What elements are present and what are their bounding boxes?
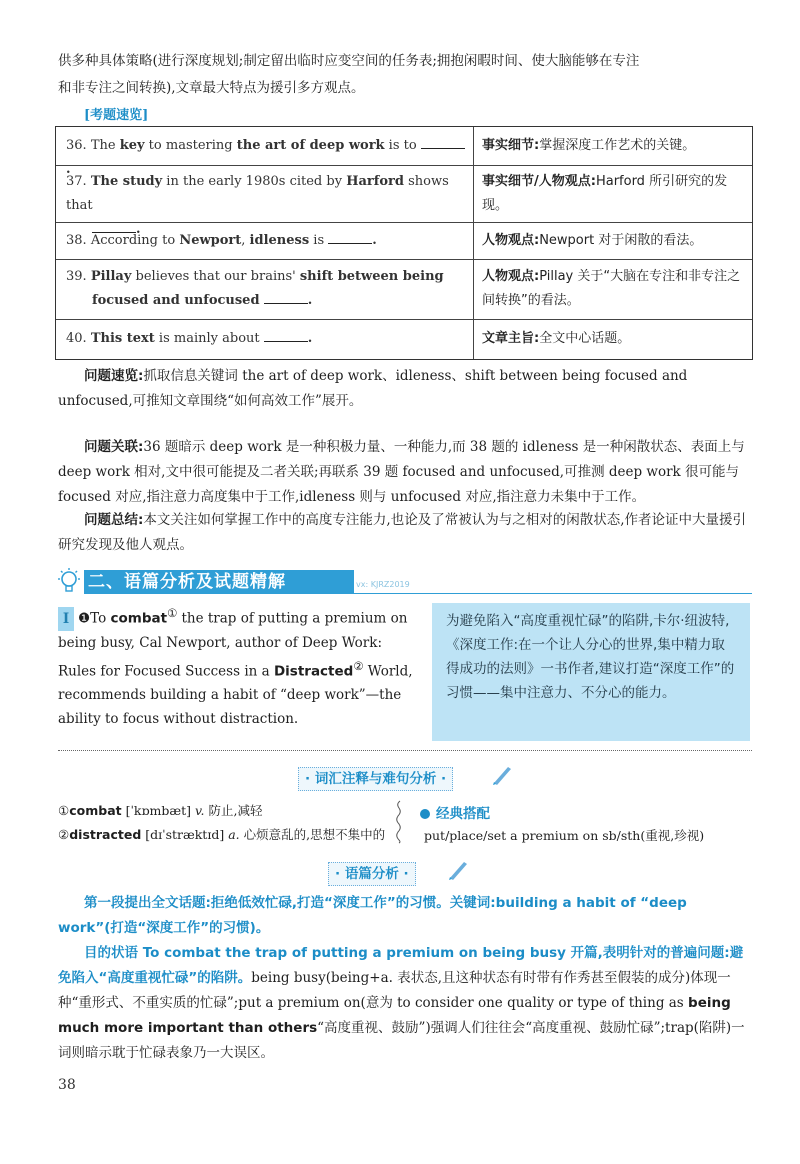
table-row — [56, 127, 752, 177]
vocab-pill: · 词汇注释与难句分析 · — [298, 767, 453, 791]
question-37: 37. The study in the early 1980s cited by Harford shows that . — [66, 174, 449, 237]
summary-relation: 问题关联:36 题暗示 deep work 是一种积极力量、一种能力,而 38 题的 idleness 是一种闲散状态、表面上与 deep work 相对,文中很可能提及二者关联;再联系 39 题 focused and unfocused,可推测 deep work 很可能与 focused 对应,指注意力高度集中于工作,idleness 则与 unfocused 对应,指注意力未集中于工作。 — [58, 439, 745, 505]
table-row — [56, 223, 752, 260]
intro-line-1: 供多种具体策略(进行深度规划;制定留出临时应变空间的任务表;拥抱闲暇时间、使大脑能够在专注 — [58, 53, 640, 69]
watermark: vx: KJRZ2019 — [356, 580, 410, 589]
table-row — [56, 260, 752, 320]
sentence-number: ❶ — [78, 610, 91, 627]
section-label-quick-view: [考题速览] — [84, 108, 149, 123]
question-39: 39. Pillay believes that our brains' shift between being focused and unfocused . — [66, 269, 444, 308]
answer-blank — [264, 302, 308, 304]
page-number: 38 — [58, 1077, 76, 1093]
question-table — [55, 126, 753, 360]
question-36-note: 事实细节:掌握深度工作艺术的关键。 — [482, 138, 696, 153]
collocation-title: 经典搭配 — [420, 802, 490, 822]
collocation-text: put/place/set a premium on sb/sth(重视,珍视) — [424, 828, 705, 843]
lightbulb-icon — [56, 567, 82, 595]
passage-paragraph-1: I ❶To combat① the trap of putting a premium on being busy, Cal Newport, author of Deep Work: Rules for Focused Success in a Distracted② World, recommends building a habit of “deep work”—the ability to focus without distraction. — [58, 607, 413, 727]
question-39-note: 人物观点:Pillay 关于“大脑在专注和非专注之间转换”的看法。 — [482, 269, 741, 308]
summary-conclusion: 问题总结:本文关注如何掌握工作中的高度专注能力,也论及了常被认为与之相对的闲散状态,作者论证中大量援引研究发现及他人观点。 — [58, 512, 746, 553]
pen-icon — [446, 858, 470, 882]
analysis-body: 目的状语 To combat the trap of putting a premium on being busy 开篇,表明针对的普遍问题:避免陷入“高度重视忙碌”的陷阱。being busy(being+a. 表状态,且这种状态有时带有作秀甚至假装的成分)体现一种“重形式、不重实质的忙碌”;put a premium on(意为 to consider one quality or type of thing as being much more important than others“高度重视、鼓励”)强调人们往往会“高度重视、鼓励忙碌”;trap(陷阱)一词则暗示耽于忙碌表象乃一大误区。 — [58, 945, 745, 1061]
table-row — [56, 320, 752, 359]
question-36: 36. The key to mastering the art of deep work is to . — [66, 134, 468, 182]
divider — [58, 750, 752, 751]
summary-quick-view: 问题速览:抓取信息关键词 the art of deep work、idleness、shift between being focused and unfocused,可推知文章围绕“如何高效工作”展开。 — [58, 368, 688, 409]
question-40-note: 文章主旨:全文中心话题。 — [482, 331, 631, 346]
section-2-header — [56, 565, 752, 595]
question-38-note: 人物观点:Newport 对于闲散的看法。 — [482, 233, 703, 248]
answer-blank — [264, 340, 308, 342]
pen-icon — [490, 763, 514, 787]
answer-blank — [328, 242, 372, 244]
bullet-icon — [420, 809, 430, 819]
section-2-title: 二、语篇分析及试题精解 — [88, 572, 286, 592]
intro-line-2: 和非专注之间转换),文章最大特点为援引多方观点。 — [58, 80, 365, 96]
paragraph-number: I — [58, 607, 74, 631]
vocab-item-1: ①combat [ˈkɒmbæt] v. 防止,减轻 — [58, 803, 263, 818]
analysis-heading-1: 第一段提出全文话题:拒绝低效忙碌,打造“深度工作”的习惯。关键词:building a habit of “deep work”(打造“深度工作”的习惯)。 — [58, 895, 687, 936]
table-row — [56, 166, 752, 237]
brace-divider — [394, 800, 404, 844]
analysis-pill: · 语篇分析 · — [328, 862, 416, 886]
answer-blank — [421, 147, 465, 149]
question-40: 40. This text is mainly about . — [66, 331, 313, 346]
section-2-underline — [336, 593, 752, 594]
question-38: 38. According to Newport, idleness is . — [66, 233, 377, 248]
question-37-note: 事实细节/人物观点:Harford 所引研究的发现。 — [482, 174, 728, 213]
translation-box: 为避免陷入“高度重视忙碌”的陷阱,卡尔·纽波特,《深度工作:在一个让人分心的世界,集中精力取得成功的法则》一书作者,建议打造“深度工作”的习惯——集中注意力、不分心的能力。 — [432, 603, 750, 741]
vocab-item-2: ②distracted [dɪˈstræktɪd] a. 心烦意乱的,思想不集中的 — [58, 827, 386, 842]
